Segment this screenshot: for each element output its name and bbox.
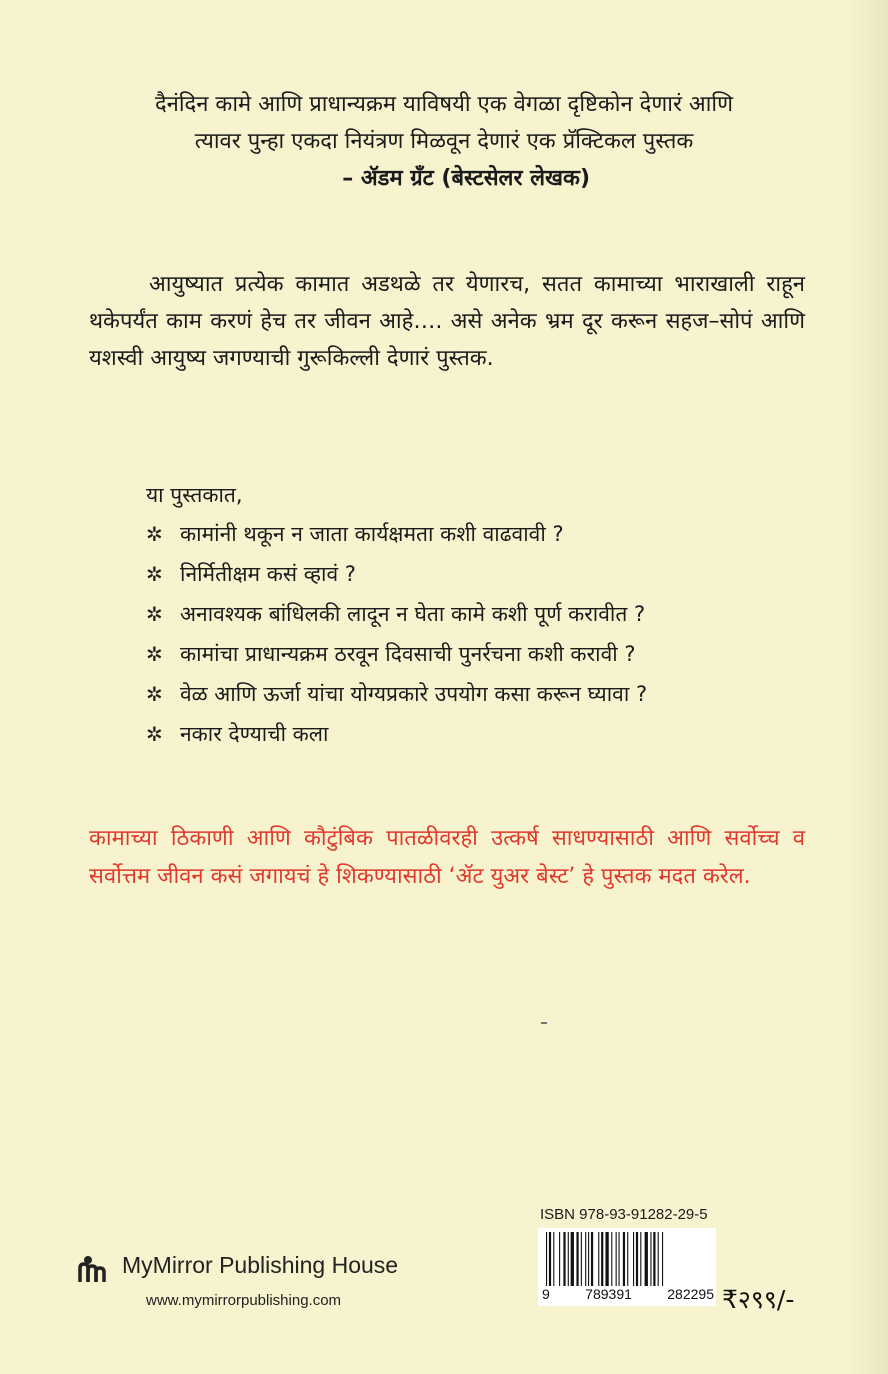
barcode-bar bbox=[645, 1232, 648, 1286]
asterisk-bullet-icon: ✲ bbox=[146, 562, 163, 586]
barcode-bar bbox=[585, 1232, 586, 1286]
intro-paragraph: आयुष्यात प्रत्येक कामात अडथळे तर येणारच, सतत कामाच्या भाराखाली राहून थकेपर्यंत काम करणं हेच तर जीवन आहे…. असे अनेक भ्रम दूर करून सहज–सोपं आणि यशस्वी आयुष्य जगण्याची गुरूकिल्ली देणारं पुस्तक. bbox=[89, 272, 805, 371]
barcode-bar bbox=[623, 1232, 625, 1286]
endorsement-quote bbox=[60, 86, 828, 197]
asterisk-bullet-icon: ✲ bbox=[146, 722, 163, 746]
barcode-bar bbox=[616, 1232, 617, 1286]
asterisk-bullet-icon: ✲ bbox=[146, 682, 163, 706]
list-item-text: निर्मितीक्षम कसं व्हावं ? bbox=[180, 562, 356, 586]
print-speck bbox=[541, 1022, 547, 1024]
barcode-digit-first: 9 bbox=[542, 1286, 550, 1302]
features-heading: या पुस्तकात, bbox=[146, 483, 243, 507]
barcode-bar bbox=[640, 1232, 641, 1286]
barcode-bar bbox=[549, 1232, 551, 1286]
barcode-bar bbox=[571, 1232, 574, 1286]
edge-shadow bbox=[848, 0, 888, 1374]
list-item bbox=[146, 634, 806, 674]
quote-line-1: दैनंदिन कामे आणि प्राधान्यक्रम याविषयी एक वेगळा दृष्टिकोन देणारं आणि bbox=[154, 92, 734, 117]
publisher-url: www.mymirrorpublishing.com bbox=[146, 1292, 342, 1309]
barcode-bar bbox=[650, 1232, 651, 1286]
barcode-bar bbox=[627, 1232, 628, 1286]
barcode-digit-group-2: 282295 bbox=[667, 1286, 714, 1302]
quote-line-2: त्यावर पुन्हा एकदा नियंत्रण मिळवून देणारं एक प्रॅक्टिकल पुस्तक bbox=[194, 129, 694, 154]
asterisk-bullet-icon: ✲ bbox=[146, 602, 163, 626]
barcode-bar bbox=[619, 1232, 620, 1286]
list-item-text: अनावश्यक बांधिलकी लादून न घेता कामे कशी पूर्ण करावीत ? bbox=[180, 602, 646, 626]
isbn-label: ISBN 978-93-91282-29-5 bbox=[540, 1206, 708, 1223]
barcode-digits bbox=[542, 1286, 714, 1302]
list-item-text: वेळ आणि ऊर्जा यांचा योग्यप्रकारे उपयोग कसा करून घ्यावा ? bbox=[180, 682, 648, 706]
barcode-bar bbox=[559, 1232, 560, 1286]
barcode-bar bbox=[588, 1232, 589, 1286]
features-list bbox=[146, 476, 806, 754]
publisher-name: MyMirror Publishing House bbox=[122, 1252, 399, 1278]
barcode-bar bbox=[636, 1232, 638, 1286]
list-item-text: नकार देण्याची कला bbox=[180, 722, 329, 746]
price: ₹२९९/- bbox=[722, 1285, 795, 1314]
list-item bbox=[146, 714, 806, 754]
barcode-bar bbox=[662, 1232, 663, 1286]
barcode-bar bbox=[591, 1232, 593, 1286]
barcode-bar bbox=[633, 1232, 634, 1286]
barcode-bar bbox=[553, 1232, 554, 1286]
barcode-bar bbox=[598, 1232, 599, 1286]
list-item bbox=[146, 554, 806, 594]
barcode-bar bbox=[611, 1232, 612, 1286]
barcode-bar bbox=[601, 1232, 603, 1286]
barcode-bar bbox=[605, 1232, 608, 1286]
barcode-bar bbox=[563, 1232, 565, 1286]
barcode-bar bbox=[581, 1232, 582, 1286]
list-item bbox=[146, 674, 806, 714]
closing-paragraph: कामाच्या ठिकाणी आणि कौटुंबिक पातळीवरही उत्कर्ष साधण्यासाठी आणि सर्वोच्च व सर्वोत्तम जीवन कसं जगायचं हे शिकण्यासाठी ‘ॲट युअर बेस्ट’ हे पुस्तक मदत करेल. bbox=[89, 826, 805, 889]
list-item bbox=[146, 594, 806, 634]
list-item-text: कामांनी थकून न जाता कार्यक्षमता कशी वाढवावी ? bbox=[180, 522, 564, 546]
barcode-bars bbox=[544, 1232, 710, 1286]
isbn-barcode bbox=[538, 1228, 716, 1306]
list-item bbox=[146, 514, 806, 554]
barcode-bar bbox=[658, 1232, 659, 1286]
quote-attribution: – ॲडम ग्रँट (बेस्टसेलर लेखक) bbox=[342, 166, 590, 191]
barcode-bar bbox=[568, 1232, 569, 1286]
asterisk-bullet-icon: ✲ bbox=[146, 522, 163, 546]
barcode-bar bbox=[576, 1232, 578, 1286]
list-item-text: कामांचा प्राधान्यक्रम ठरवून दिवसाची पुनर्रचना कशी करावी ? bbox=[180, 642, 636, 666]
barcode-bar bbox=[546, 1232, 547, 1286]
asterisk-bullet-icon: ✲ bbox=[146, 642, 163, 666]
mm-logo-icon bbox=[76, 1254, 110, 1284]
barcode-bar bbox=[653, 1232, 655, 1286]
barcode-digit-group-1: 789391 bbox=[585, 1286, 632, 1302]
